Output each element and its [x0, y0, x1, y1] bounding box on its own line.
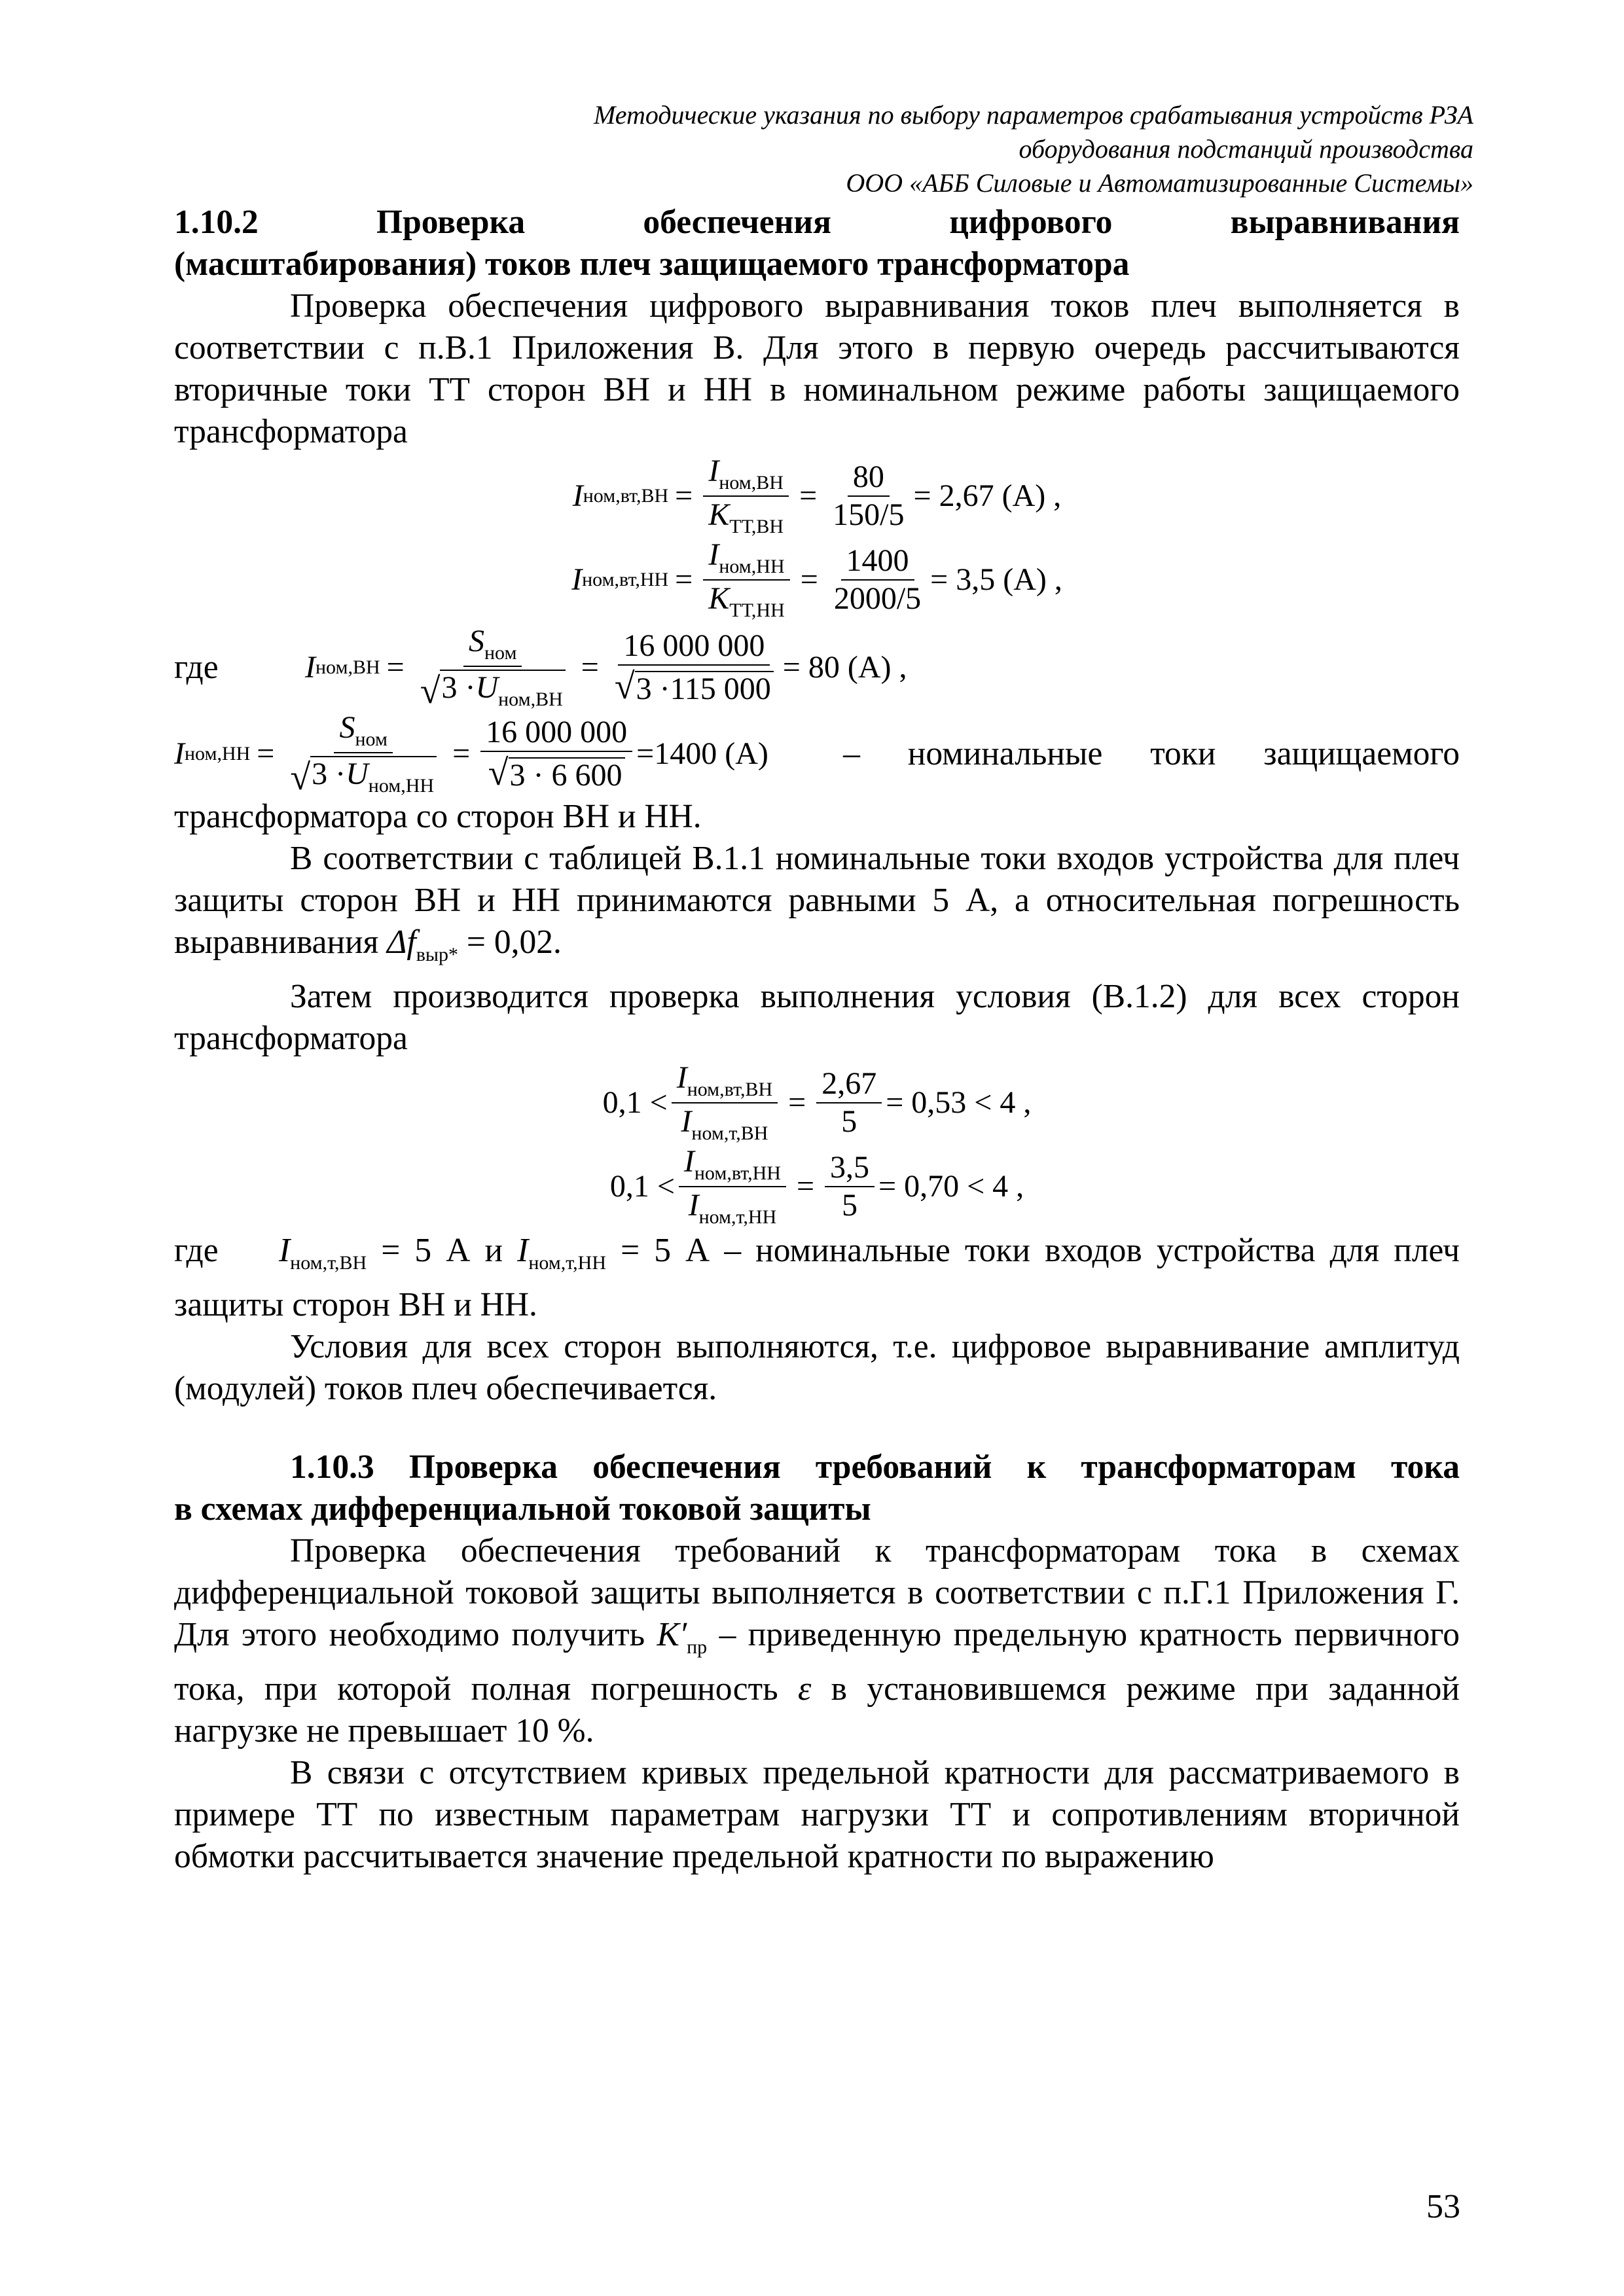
paragraph: В соответствии с таблицей В.1.1 номинальные токи входов устройства для плеч защиты сторон ВН и НН принимаются равными 5 А, а относительная погрешность выравнивания $\Delta f_{выр*} = 0,02$.	[174, 840, 1460, 965]
header-line-2: оборудования подстанций производства	[1019, 134, 1473, 164]
header-line-3: ООО «АББ Силовые и Автоматизированные Системы»	[846, 168, 1473, 198]
paragraph: гдеI$_{ном,т,ВН}$ = 5 А и $I_{ном,т,НН} = 5$ А – номинальные токи входов устройства для плеч защиты сторон ВН и НН.	[174, 1232, 1460, 1323]
running-header	[426, 98, 1473, 200]
paragraph: В связи с отсутствием кривых предельной кратности для рассматриваемого в примере ТТ по известным параметрам нагрузки ТТ и сопротивлениям вторичной обмотки рассчитывается значение предельной кратности по выражению	[174, 1754, 1460, 1875]
header-line-1: Методические указания по выбору параметров срабатывания устройств РЗА	[593, 100, 1473, 130]
paragraph: Проверка обеспечения цифрового выравнивания токов плеч выполняется в соответствии с п.В.1 Приложения В. Для этого в первую очередь рассчитываются вторичные токи ТТ сторон ВН и НН в номинальном режиме работы защищаемого трансформатора	[174, 287, 1460, 450]
formula-secondary-current-vn: I ном,вт,ВН = $\frac{I_{ном,ВН}}{K_{ТТ,ВН}}$ = $\frac{80}{150/5}$ = 2,67 (A) ,	[572, 454, 1062, 537]
condition-nn: 0,1 < $\frac{I_{ном,вт,НН}}{I_{ном,т,НН}}$ = $\frac{3,5}{5}$ = 0,70 < 4 ,	[609, 1144, 1024, 1228]
formula-rated-current-vn: где I ном,ВН = $S_{ном}$ √ $3 \cdot U_{ном,ВН}$ = 16 000 000 √ 3 ·115 000 = 80 (A) ,	[174, 624, 907, 711]
page-number: 53	[1426, 2188, 1460, 2225]
section-heading-1-10-2-line-2: (масштабирования) токов плеч защищаемого трансформатора	[174, 245, 1130, 283]
paragraph: Затем производится проверка выполнения условия (В.1.2) для всех сторон трансформатора	[174, 978, 1460, 1057]
formula-secondary-current-nn: I ном,вт,НН = $\frac{I_{ном,НН}}{K_{ТТ,НН}}$ = $\frac{1400}{2000/5}$ = 3,5 (A) ,	[571, 537, 1062, 621]
section-heading-1-10-3-line-2: в схемах дифференциальной токовой защиты	[174, 1490, 871, 1528]
paragraph: Проверка обеспечения требований к трансформаторам тока в схемах дифференциальной токовой защиты выполняется в соответствии с п.Г.1 Приложения Г. Для этого необходимо получить $K'_{пр}$ – приведенную предельную кратность первичного тока, при которой полная погрешность ε в установившемся режиме при заданной нагрузке не превышает 10 %.	[174, 1532, 1460, 1749]
page-body	[174, 202, 1460, 1878]
section-heading-1-10-2-line-1: 1.10.2 Проверка обеспечения цифрового выравнивания	[174, 204, 1460, 241]
section-heading-1-10-3-line-1: 1.10.3 Проверка обеспечения требований к трансформаторам тока	[290, 1448, 1460, 1486]
paragraph: Условия для всех сторон выполняются, т.е. цифровое выравнивание амплитуд (модулей) токов плеч обеспечивается.	[174, 1328, 1460, 1407]
formula-tail-text: – номинальные токи защищаемого	[843, 735, 1460, 772]
paragraph: трансформатора со сторон ВН и НН.	[174, 798, 702, 835]
formula-rated-current-nn: I ном,НН = $S_{ном}$ √ $3 \cdot U_{ном,НН}$ = 16 000 000 √ 3 · 6 600 =1400 (A) – номинальные токи защищаемого	[174, 710, 1460, 798]
condition-vn: 0,1 < $\frac{I_{ном,вт,ВН}}{I_{ном,т,ВН}}$ = $\frac{2,67}{5}$ = 0,53 < 4 ,	[602, 1060, 1032, 1144]
where-label: где	[174, 649, 219, 686]
